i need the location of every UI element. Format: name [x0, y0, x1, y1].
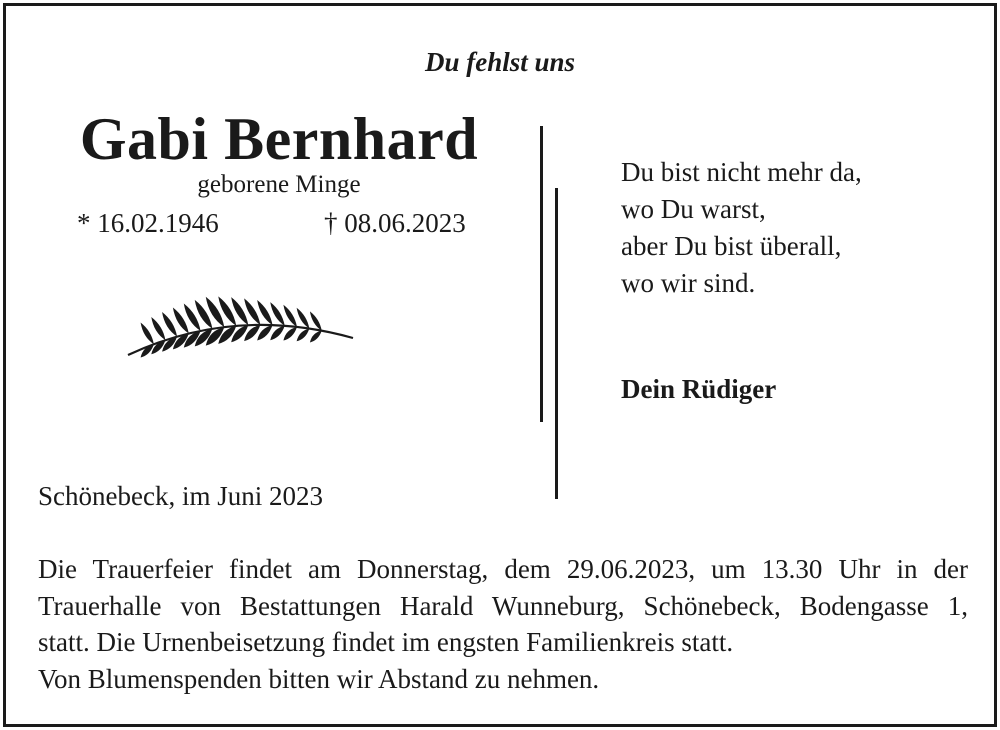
- frond-leaflet: [270, 302, 284, 326]
- poem-line: aber Du bist überall,: [621, 231, 842, 261]
- poem-line: wo Du warst,: [621, 194, 766, 224]
- poem: [621, 154, 862, 302]
- palm-frond-icon: [125, 283, 357, 363]
- frond-leaflet: [283, 327, 297, 341]
- poem-line: wo wir sind.: [621, 268, 756, 298]
- frond-leaflet: [257, 325, 272, 340]
- place-date: Schönebeck, im Juni 2023: [38, 481, 323, 511]
- death-date: † 08.06.2023: [324, 208, 466, 238]
- notice-line: statt. Die Urnenbeisetzung findet im engsten Familienkreis statt.: [38, 627, 734, 657]
- frond-leaflet: [141, 323, 154, 345]
- frond-leaflet: [297, 308, 310, 329]
- frond-leaflet: [162, 312, 177, 337]
- notice-line: Trauerhalle von Bestattungen Harald Wunneburg, Schönebeck, Bodengasse 1,: [38, 590, 968, 621]
- frond-leaflet: [283, 305, 297, 327]
- poem-line: Du bist nicht mehr da,: [621, 157, 862, 187]
- signature: Dein Rüdiger: [621, 374, 777, 404]
- birth-date: * 16.02.1946: [77, 208, 219, 238]
- funeral-notice: [38, 551, 968, 697]
- frond-leaflet: [310, 331, 322, 343]
- heading: Du fehlst uns: [424, 47, 576, 77]
- frond-leaflet: [310, 311, 322, 330]
- notice-line: Von Blumenspenden bitten wir Abstand zu nehmen.: [38, 663, 600, 694]
- divider-line-right: [555, 188, 558, 499]
- deceased-name: Gabi Bernhard: [79, 106, 479, 172]
- frond-leaflet: [270, 326, 284, 340]
- maiden-name: geborene Minge: [197, 171, 361, 198]
- frond-leaflet: [297, 329, 310, 342]
- divider-line-left: [540, 126, 543, 422]
- frond-leaflet: [151, 317, 165, 340]
- notice-line: Die Trauerfeier findet am Donnerstag, dem 29.06.2023, um 13.30 Uhr in der: [38, 554, 968, 584]
